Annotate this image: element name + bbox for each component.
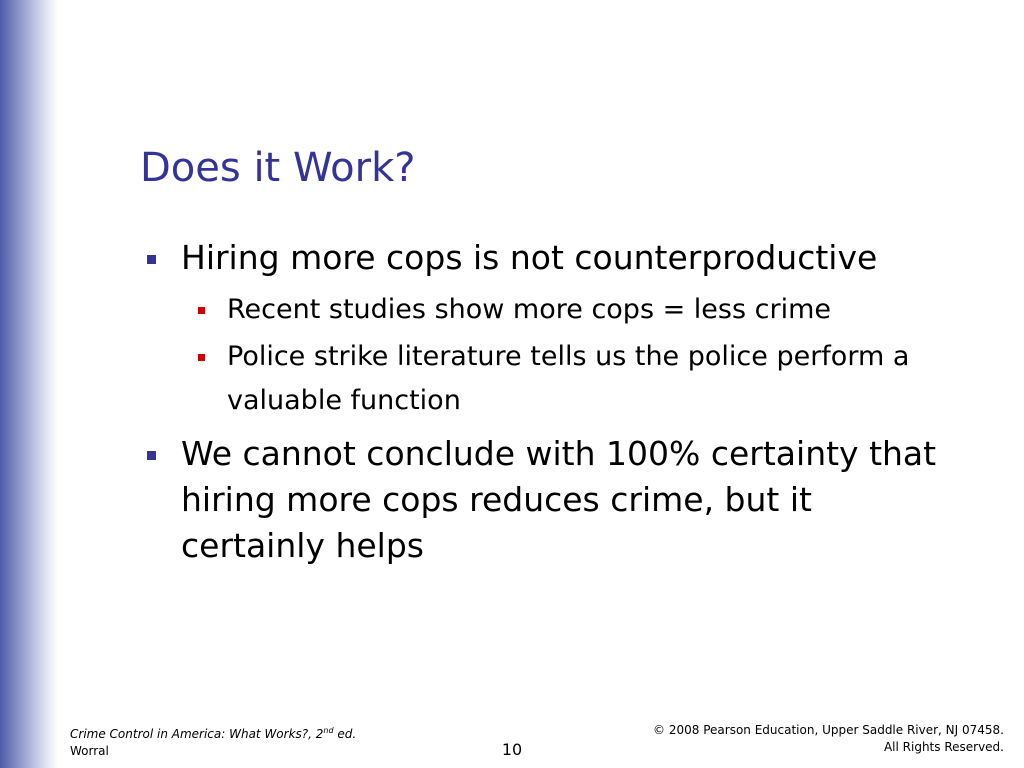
square-bullet-icon [147,255,156,264]
bullet-line: We cannot conclude with 100% certainty that [181,434,937,473]
footer-citation [70,722,356,760]
slide-title: Does it Work? [140,145,416,191]
sub-bullet-line: Recent studies show more cops = less crime [227,294,831,325]
rights-line: All Rights Reserved. [883,740,1004,754]
footer-copyright [653,722,1004,756]
bullet-text [181,431,936,569]
author: Worral [70,744,109,758]
book-title: Crime Control in America: What Works?, 2 [70,727,324,741]
page-number: 10 [501,740,523,759]
bullet-line: Hiring more cops is not counterproductive [181,238,878,277]
sub-bullet-line: Police strike literature tells us the police perform a [227,341,910,372]
bullet-text [181,235,877,281]
square-bullet-icon [198,354,205,361]
square-bullet-icon [147,451,156,460]
bullet-line: hiring more cops reduces crime, but it [181,480,812,519]
square-bullet-icon [198,307,205,314]
sub-bullet-line: valuable function [227,385,461,416]
edition-superscript: nd [323,726,334,735]
sub-bullet-text [227,288,831,332]
bullet-line: certainly helps [181,526,424,565]
sub-bullet-text [227,335,909,423]
copyright-line: © 2008 Pearson Education, Upper Saddle River, NJ 07458. [653,723,1004,737]
book-title-line [70,722,356,743]
edition-suffix: ed. [333,727,357,741]
